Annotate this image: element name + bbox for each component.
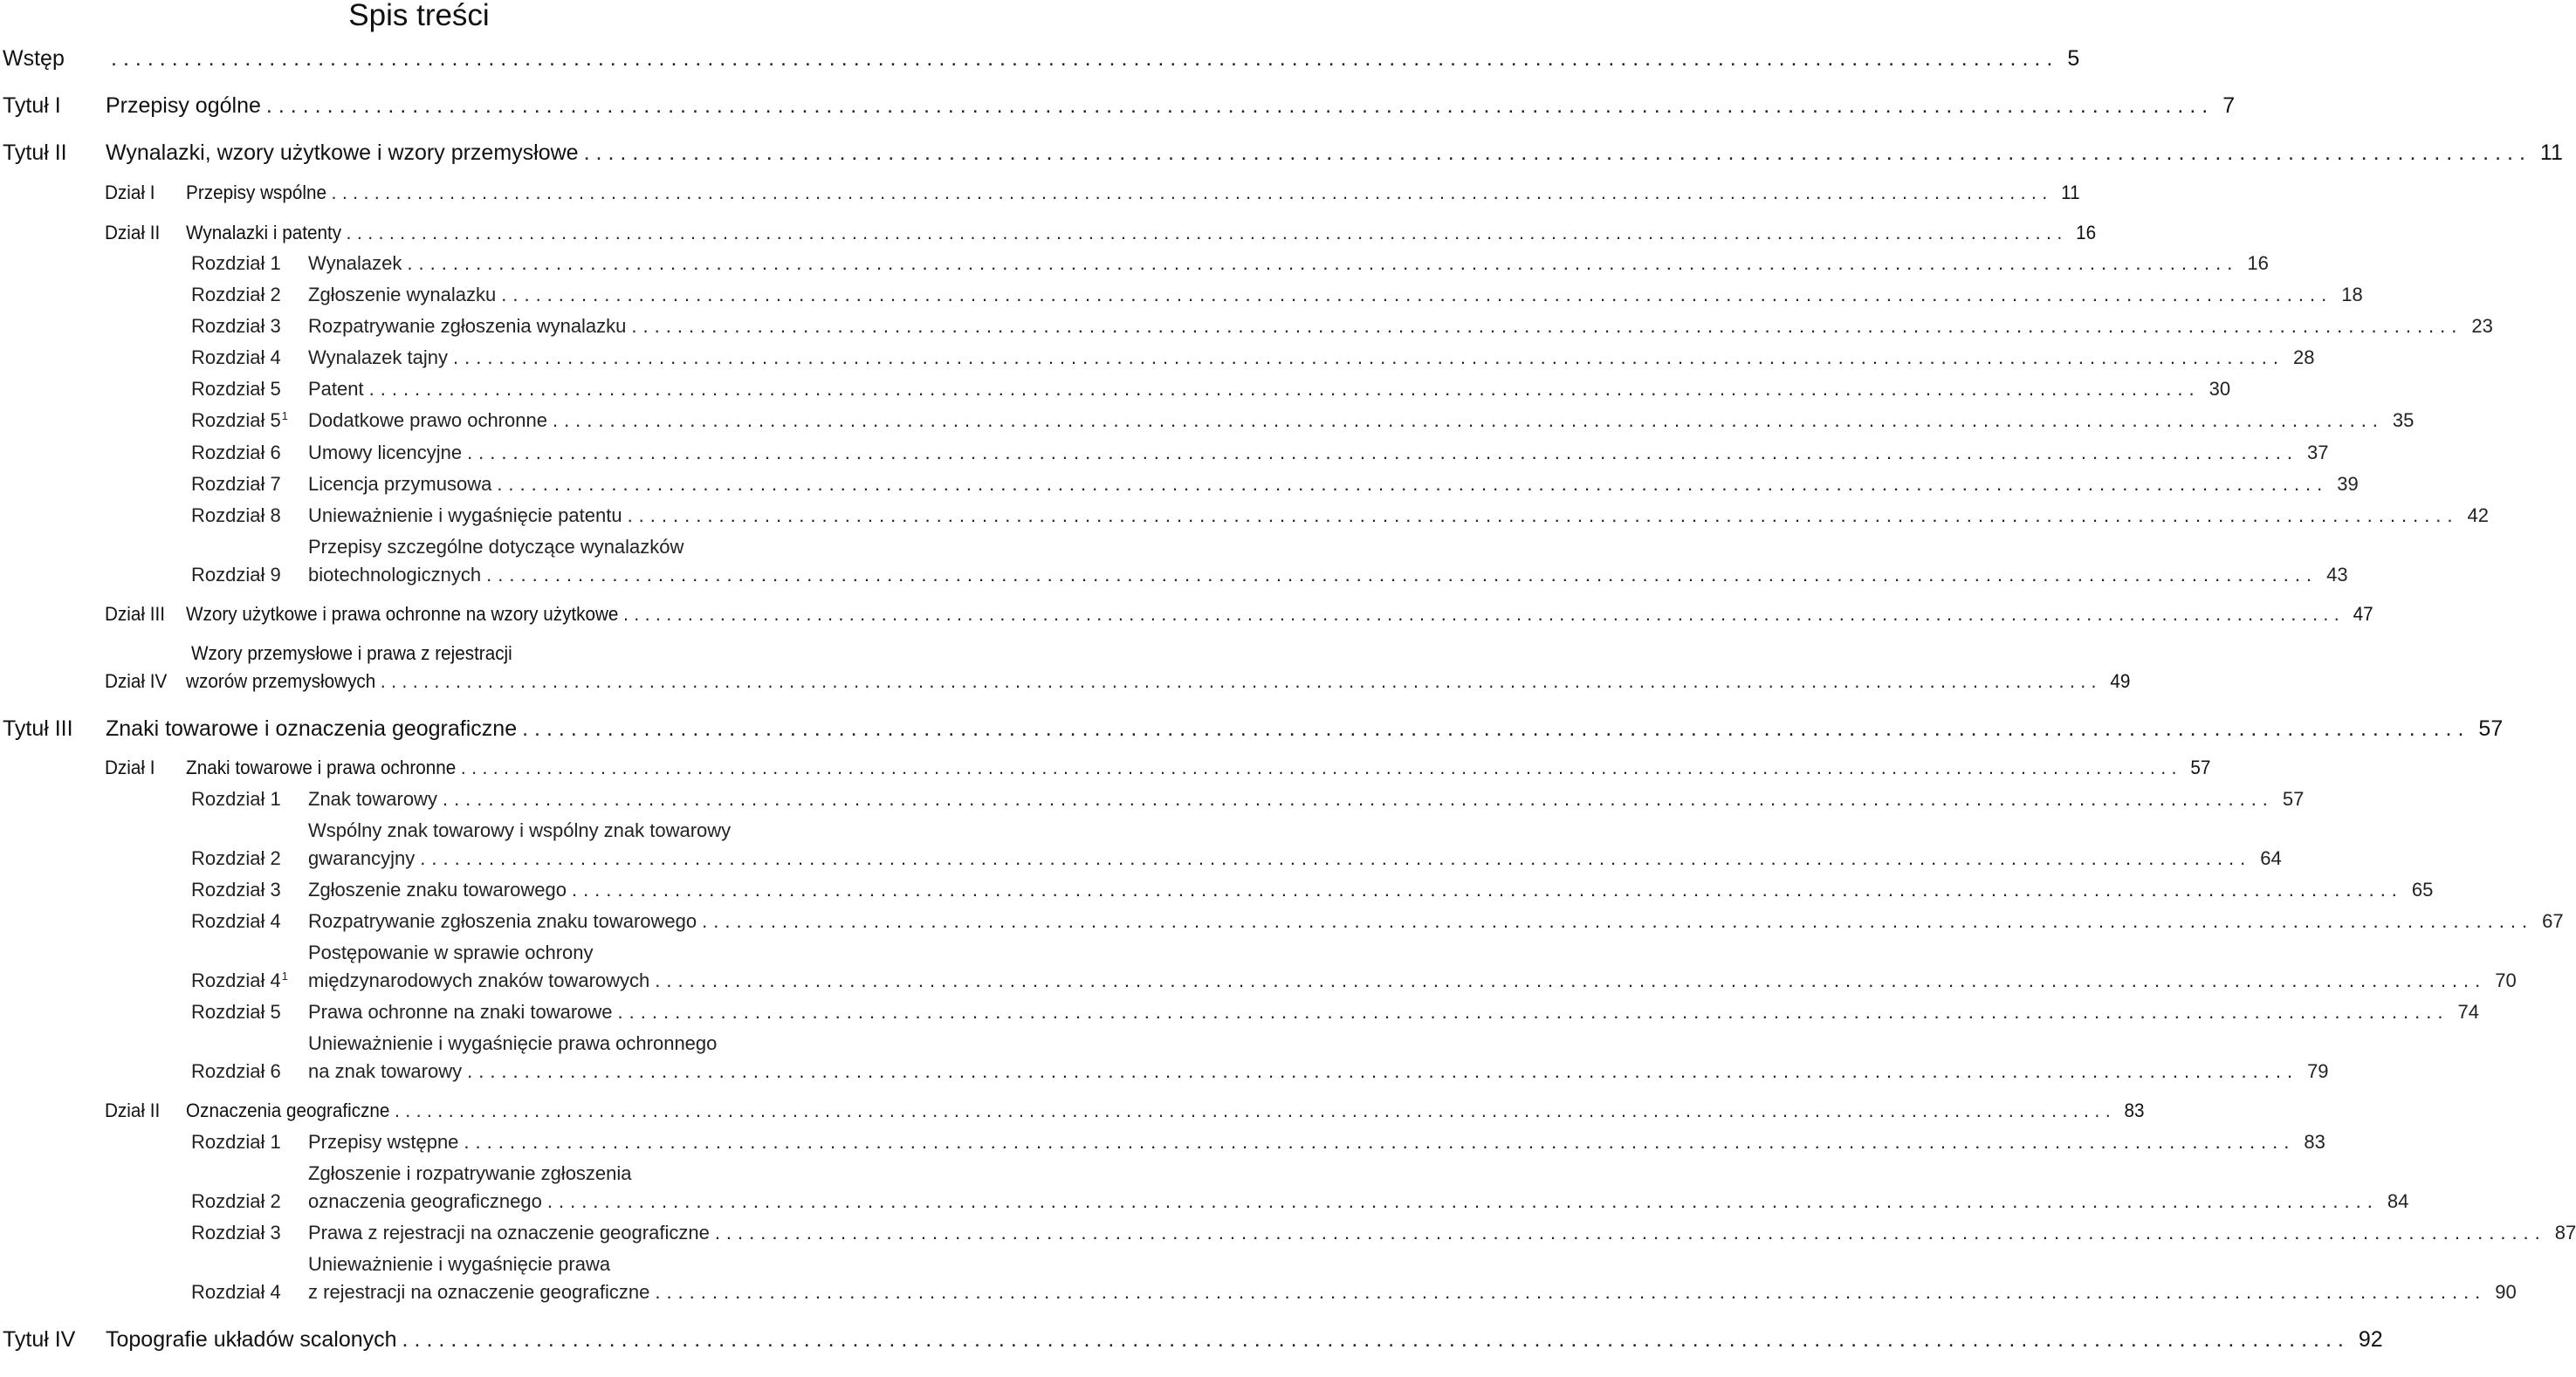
toc-page-number: 83 (2124, 1100, 2145, 1121)
toc-entry-title: wzorów przemysłowych (186, 670, 376, 692)
toc-entry-title-line1: Unieważnienie i wygaśnięcie prawa ochronnego (308, 1032, 718, 1054)
toc-entry-title: Umowy licencyjne (308, 442, 463, 463)
toc-entry-label-text: Tytuł IV (3, 1327, 76, 1352)
toc-entry-label-text: Rozdział 2 (191, 847, 281, 869)
toc-entry-body (106, 715, 2503, 743)
toc-page-number: 11 (2539, 140, 2563, 165)
toc-entry-body (186, 600, 2373, 628)
toc-entry-label-text: Dział I (105, 182, 155, 203)
toc-rozdzial-entry[interactable] (191, 908, 2564, 935)
toc-entry-title-line1: Przepisy szczególne dotyczące wynalazków (308, 536, 684, 558)
toc-entry-label-text: Rozdział 6 (191, 442, 281, 463)
toc-entry-body (308, 845, 2282, 873)
toc-page-number: 92 (2358, 1327, 2383, 1352)
toc-entry-label-text: Dział IV (105, 670, 168, 692)
dot-leader: ................................................................................................................................................................ (331, 182, 2053, 203)
toc-entry-label-text: Rozdział 4 (191, 346, 281, 368)
toc-entry-title-line1: Postępowanie w sprawie ochrony (308, 942, 594, 963)
toc-entry-label-text: Rozdział 9 (191, 564, 281, 586)
toc-entry-body (308, 1188, 2408, 1216)
dot-leader: ................................................................................................................................................................ (486, 564, 2318, 586)
toc-entry-label (3, 715, 106, 743)
toc-entry-label-text: Rozdział 1 (191, 252, 281, 274)
toc-entry-label (3, 139, 106, 167)
toc-rozdzial-entry[interactable] (191, 845, 2282, 873)
toc-entry-label (191, 375, 308, 403)
toc-entry-title: oznaczenia geograficznego (308, 1190, 542, 1212)
toc-entry-label-text: Tytuł III (3, 716, 73, 741)
toc-rozdzial-entry[interactable] (191, 407, 2415, 437)
toc-page-number: 28 (2292, 346, 2315, 368)
toc-entry-title: Dodatkowe prawo ochronne (308, 409, 547, 431)
toc-entry-label (191, 998, 308, 1026)
toc-entry-body (106, 45, 2079, 72)
dot-leader: ................................................................................................................................................................ (497, 473, 2329, 495)
dot-leader: ................................................................................................................................................................ (460, 757, 2183, 778)
toc-entry-body (308, 785, 2304, 813)
toc-title-entry[interactable] (3, 715, 2504, 743)
toc-page-number: 7 (2222, 93, 2236, 118)
toc-entry-label (191, 439, 308, 467)
toc-entry-label-text: Dział II (105, 1100, 161, 1121)
toc-entry-label (191, 876, 308, 904)
toc-entry-title: Przepisy wspólne (186, 182, 326, 203)
toc-rozdzial-entry[interactable] (191, 785, 2305, 813)
toc-entry-body (308, 312, 2493, 340)
toc-entry-label-text: Rozdział 8 (191, 504, 281, 526)
toc-entry-superscript: 1 (281, 969, 288, 983)
toc-page-number: 57 (2282, 788, 2305, 810)
dot-leader: ................................................................................................................................................................ (265, 93, 2215, 118)
toc-entry-body (308, 1219, 2576, 1247)
toc-entry-label-text: Rozdział 5 (191, 378, 281, 400)
toc-entry-title: Przepisy wstępne (308, 1131, 459, 1153)
toc-entry-label (105, 754, 186, 782)
toc-page-number: 79 (2307, 1060, 2329, 1082)
toc-entry-label-text: Rozdział 3 (191, 1222, 281, 1243)
toc-rozdzial-entry[interactable] (191, 998, 2479, 1026)
dot-leader: ................................................................................................................................................................ (714, 1222, 2546, 1243)
toc-entry-title: Licencja przymusowa (308, 473, 492, 495)
toc-rozdzial-entry[interactable] (191, 502, 2490, 530)
toc-entry-label-text: Wstęp (3, 46, 65, 71)
dot-leader: ................................................................................................................................................................ (617, 1001, 2449, 1023)
toc-entry-title: Prawa ochronne na znaki towarowe (308, 1001, 613, 1023)
toc-entry-label (191, 561, 308, 589)
dot-leader: ................................................................................................................................................................ (522, 716, 2470, 741)
toc-entry-body (308, 375, 2230, 403)
toc-entry-title: Wynalazki, wzory użytkowe i wzory przemysłowe (106, 140, 579, 165)
toc-entry-title: Znaki towarowe i oznaczenia geograficzne (106, 716, 518, 741)
toc-page-number: 57 (2478, 716, 2504, 741)
toc-entry-label (191, 470, 308, 498)
toc-entry-body (186, 179, 2080, 207)
toc-entry-title: Znak towarowy (308, 788, 437, 810)
toc-entry-body (308, 439, 2329, 467)
toc-page-number: 74 (2457, 1001, 2479, 1023)
toc-entry-label (191, 502, 308, 530)
dot-leader: ................................................................................................................................................................ (464, 1131, 2296, 1153)
toc-page-number: 5 (2067, 46, 2080, 71)
toc-entry-label (191, 1278, 308, 1306)
toc-entry-label (191, 1188, 308, 1216)
toc-entry-label (3, 1326, 106, 1353)
toc-entry-label (191, 407, 308, 437)
toc-rozdzial-entry[interactable] (191, 250, 2269, 277)
toc-entry-body (186, 1097, 2145, 1125)
toc-entry-title: Wynalazek tajny (308, 346, 448, 368)
toc-entry-label-text: Rozdział 4 (191, 1281, 281, 1303)
toc-entry-title: biotechnologicznych (308, 564, 482, 586)
toc-entry-title: Oznaczenia geograficzne (186, 1100, 390, 1121)
toc-page-number: 39 (2337, 473, 2359, 495)
toc-entry-label-text: Tytuł II (3, 140, 67, 165)
toc-page-number: 90 (2495, 1281, 2517, 1303)
toc-page-number: 16 (2247, 252, 2269, 274)
toc-entry-label-text: Rozdział 5 (191, 1001, 281, 1023)
toc-dzial-entry[interactable] (105, 219, 2097, 247)
toc-dzial-entry[interactable] (105, 600, 2373, 628)
toc-page-number: 70 (2495, 969, 2517, 991)
dot-leader: ................................................................................................................................................................ (655, 969, 2487, 991)
toc-entry-title: Rozpatrywanie zgłoszenia znaku towarowego (308, 910, 697, 932)
toc-entry-label (191, 312, 308, 340)
toc-page-number: 18 (2341, 284, 2363, 305)
dot-leader: ................................................................................................................................................................ (631, 315, 2463, 337)
toc-entry-title-line1: Unieważnienie i wygaśnięcie prawa (308, 1253, 611, 1275)
toc-rozdzial-entry[interactable] (191, 470, 2359, 498)
toc-entry-title: gwarancyjny (308, 847, 416, 869)
toc-entry-label (3, 92, 106, 120)
toc-entry-body (308, 250, 2269, 277)
toc-entry-label-text: Rozdział 2 (191, 1190, 281, 1212)
toc-entry-body (308, 344, 2314, 372)
toc-entry-label-text: Rozdział 5 (191, 409, 281, 431)
dot-leader: ................................................................................................................................................................ (702, 910, 2534, 932)
toc-entry-label-text: Rozdział 6 (191, 1060, 281, 1082)
dot-leader: ................................................................................................................................................................ (407, 252, 2239, 274)
toc-page-number: 16 (2076, 222, 2097, 243)
toc-entry-body (186, 668, 2130, 695)
toc-rozdzial-entry[interactable] (191, 561, 2348, 589)
toc-entry-label (191, 1219, 308, 1247)
toc-title-entry[interactable] (3, 45, 2080, 72)
toc-rozdzial-entry[interactable] (191, 876, 2434, 904)
toc-entry-title-line1: Wspólny znak towarowy i wspólny znak towarowy (308, 819, 732, 841)
toc-page-number: 47 (2353, 603, 2373, 625)
toc-entry-label-text: Rozdział 4 (191, 910, 281, 932)
toc-entry-label-text: Dział I (105, 757, 155, 778)
toc-entry-title: Prawa z rejestracji na oznaczenie geograficzne (308, 1222, 710, 1243)
toc-entry-title: Unieważnienie i wygaśnięcie patentu (308, 504, 622, 526)
toc-rozdzial-entry[interactable] (191, 375, 2231, 403)
toc-entry-superscript: 1 (281, 409, 288, 423)
toc-entry-label-text: Rozdział 7 (191, 473, 281, 495)
dot-leader: ................................................................................................................................................................ (623, 603, 2346, 625)
toc-entry-label (105, 1097, 186, 1125)
toc-entry-title: na znak towarowy (308, 1060, 463, 1082)
toc-entry-title: Wynalazek (308, 252, 402, 274)
dot-leader: ................................................................................................................................................................ (380, 670, 2102, 692)
toc-entry-body (106, 92, 2235, 120)
toc-entry-title: Rozpatrywanie zgłoszenia wynalazku (308, 315, 627, 337)
toc-entry-title: międzynarodowych znaków towarowych (308, 969, 650, 991)
toc-dzial-entry[interactable] (105, 754, 2211, 782)
toc-entry-label-text: Rozdział 1 (191, 788, 281, 810)
toc-entry-label-text: Rozdział 1 (191, 1131, 281, 1153)
toc-entry-body (308, 502, 2489, 530)
toc-dzial-entry[interactable] (105, 1097, 2145, 1125)
toc-rozdzial-entry[interactable] (191, 1058, 2329, 1086)
toc-page-number: 87 (2554, 1222, 2576, 1243)
toc-entry-title-line1: Wzory przemysłowe i prawa z rejestracji (191, 642, 512, 664)
dot-leader: ................................................................................................................................................................ (467, 442, 2299, 463)
toc-dzial-entry[interactable] (105, 179, 2080, 207)
toc-entry-label-text: Rozdział 3 (191, 315, 281, 337)
toc-rozdzial-entry[interactable] (191, 312, 2493, 340)
toc-entry-title: Wynalazki i patenty (186, 222, 342, 243)
toc-page-number: 23 (2471, 315, 2493, 337)
dot-leader: ................................................................................................................................................................ (627, 504, 2459, 526)
toc-entry-label (105, 179, 186, 207)
toc-entry-body (186, 219, 2096, 247)
toc-entry-label (191, 785, 308, 813)
toc-rozdzial-entry[interactable] (191, 439, 2329, 467)
toc-rozdzial-entry[interactable] (191, 1219, 2576, 1247)
toc-page-number: 84 (2387, 1190, 2409, 1212)
toc-rozdzial-entry[interactable] (191, 281, 2363, 309)
toc-page-number: 35 (2392, 409, 2415, 431)
toc-entry-body (106, 139, 2563, 167)
toc-page-number: 30 (2208, 378, 2231, 400)
dot-leader: ................................................................................................................................................................ (346, 222, 2068, 243)
toc-page-number: 83 (2304, 1131, 2325, 1153)
dot-leader: ................................................................................................................................................................ (442, 788, 2274, 810)
toc-page-number: 43 (2326, 564, 2348, 586)
toc-entry-label-text: Dział II (105, 222, 161, 243)
toc-entry-body (186, 754, 2210, 782)
toc-entry-title: Zgłoszenie wynalazku (308, 284, 497, 305)
dot-leader: ................................................................................................................................................................ (395, 1100, 2117, 1121)
toc-page-number: 67 (2542, 910, 2564, 932)
toc-page-number: 49 (2110, 670, 2131, 692)
toc-entry-body (308, 876, 2433, 904)
toc-entry-body (308, 967, 2517, 995)
toc-entry-body (308, 281, 2363, 309)
toc-entry-label-text: Dział III (105, 603, 165, 625)
page-title: Spis treści (348, 0, 490, 32)
toc-entry-label (191, 250, 308, 277)
toc-title-entry[interactable] (3, 1326, 2383, 1353)
toc-entry-body (308, 470, 2359, 498)
toc-page-number: 42 (2467, 504, 2490, 526)
toc-rozdzial-entry[interactable] (191, 1188, 2409, 1216)
toc-entry-title: Topografie układów scalonych (106, 1327, 397, 1352)
toc-entry-label (191, 1128, 308, 1156)
toc-entry-label (105, 219, 186, 247)
toc-entry-label (191, 845, 308, 873)
toc-entry-body (308, 1128, 2325, 1156)
toc-entry-title: Wzory użytkowe i prawa ochronne na wzory użytkowe (186, 603, 619, 625)
toc-entry-title-line1: Zgłoszenie i rozpatrywanie zgłoszenia (308, 1162, 632, 1184)
toc-entry-title: Przepisy ogólne (106, 93, 261, 118)
toc-entry-title: Zgłoszenie znaku towarowego (308, 879, 567, 901)
toc-rozdzial-entry[interactable] (191, 344, 2315, 372)
toc-entry-body (308, 1278, 2517, 1306)
toc-entry-label (191, 967, 308, 997)
toc-page-number: 37 (2307, 442, 2329, 463)
toc-entry-body (308, 908, 2564, 935)
toc-entry-label (191, 908, 308, 935)
toc-entry-label (3, 45, 106, 72)
toc-page-number: 64 (2260, 847, 2282, 869)
toc-page-number: 57 (2190, 757, 2211, 778)
toc-entry-label (105, 600, 186, 628)
toc-entry-title: z rejestracji na oznaczenie geograficzne (308, 1281, 650, 1303)
dot-leader: ................................................................................................................................................................ (368, 378, 2201, 400)
toc-title-entry[interactable] (3, 92, 2236, 120)
dot-leader: ................................................................................................................................................................ (501, 284, 2333, 305)
toc-title-entry[interactable] (3, 139, 2563, 167)
dot-leader: ................................................................................................................................................................ (402, 1327, 2350, 1352)
dot-leader: ................................................................................................................................................................ (655, 1281, 2487, 1303)
dot-leader: ................................................................................................................................................................ (583, 140, 2531, 165)
dot-leader: ................................................................................................................................................................ (452, 346, 2284, 368)
dot-leader: ................................................................................................................................................................ (467, 1060, 2299, 1082)
toc-entry-label (191, 1058, 308, 1086)
toc-entry-label-text: Rozdział 3 (191, 879, 281, 901)
toc-entry-label (191, 344, 308, 372)
toc-entry-label-text: Rozdział 2 (191, 284, 281, 305)
dot-leader: ................................................................................................................................................................ (552, 409, 2384, 431)
toc-page-number: 65 (2411, 879, 2434, 901)
toc-rozdzial-entry[interactable] (191, 1278, 2517, 1306)
toc-entry-body (308, 561, 2348, 589)
dot-leader: ................................................................................................................................................................ (420, 847, 2252, 869)
toc-entry-label (105, 668, 186, 695)
toc-entry-label (191, 281, 308, 309)
toc-entry-body (308, 1058, 2329, 1086)
toc-entry-label-text: Tytuł I (3, 93, 61, 118)
dot-leader: ................................................................................................................................................................ (571, 879, 2403, 901)
toc-entry-title: Patent (308, 378, 364, 400)
toc-entry-body (308, 998, 2479, 1026)
toc-rozdzial-entry[interactable] (191, 967, 2517, 997)
toc-entry-body (308, 407, 2414, 435)
toc-page-number: 11 (2061, 182, 2080, 203)
dot-leader: ................................................................................................................................................................ (111, 46, 2059, 71)
toc-dzial-entry[interactable] (105, 668, 2131, 695)
toc-entry-title: Znaki towarowe i prawa ochronne (186, 757, 457, 778)
dot-leader: ................................................................................................................................................................ (546, 1190, 2379, 1212)
toc-entry-label-text: Rozdział 4 (191, 969, 281, 991)
toc-rozdzial-entry[interactable] (191, 1128, 2325, 1156)
toc-entry-body (106, 1326, 2383, 1353)
